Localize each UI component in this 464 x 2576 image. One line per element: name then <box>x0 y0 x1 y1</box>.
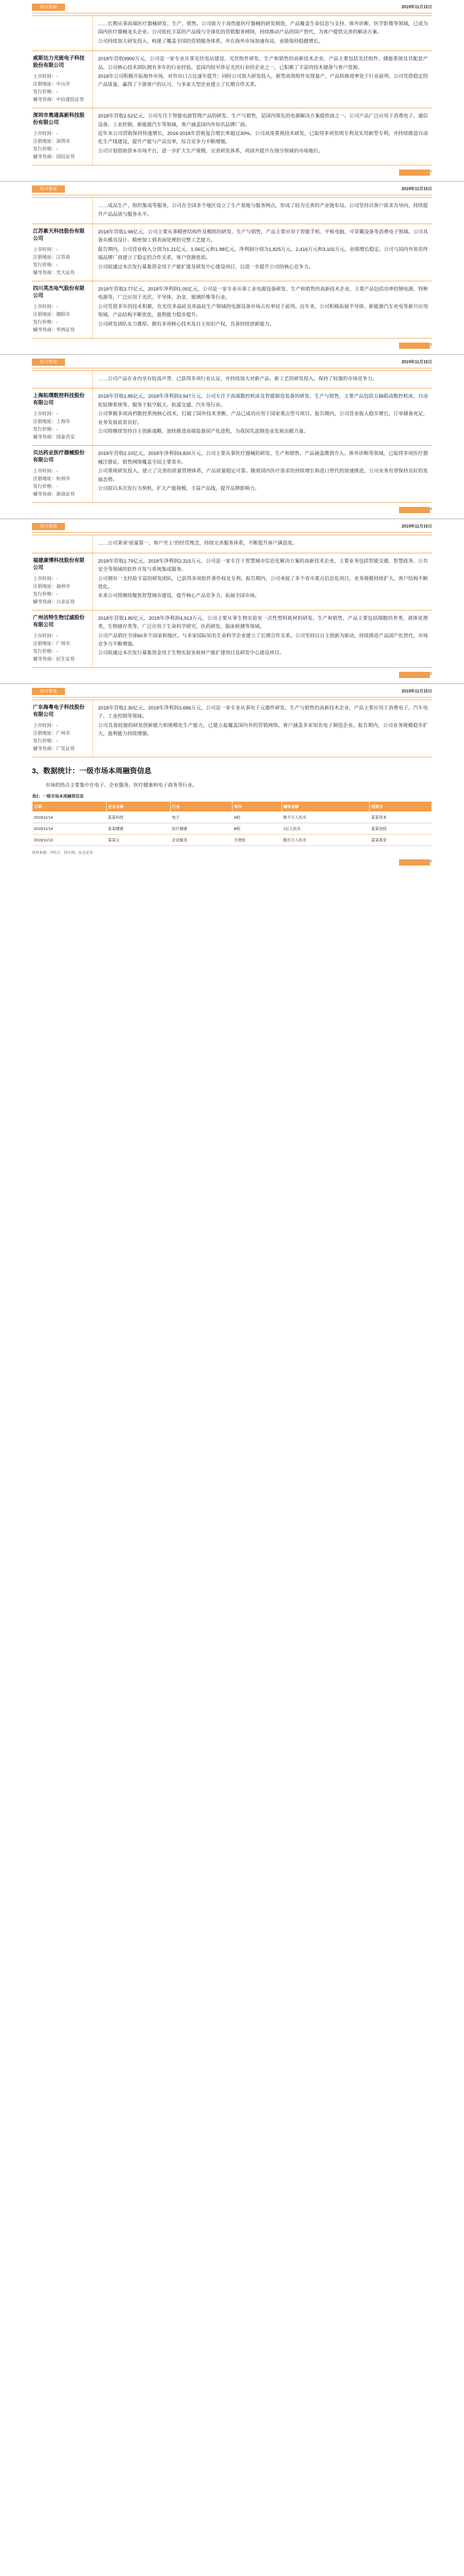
meta-item: 发行价格：- <box>33 591 58 597</box>
description-paragraph: 公司计划借助资本市场平台，进一步扩大生产规模，完善研发体系，巩固并提升在细分领域的市场地位。 <box>98 148 324 154</box>
company-row <box>32 198 432 224</box>
header-date: 2019年11月15日 <box>401 524 432 529</box>
page-footer <box>0 855 464 871</box>
header-date: 2019年11月15日 <box>401 5 432 9</box>
company-description <box>93 51 432 108</box>
column-header: 投资方 <box>370 801 432 811</box>
description-paragraph: 2018年营收1.79亿元，2018年净利润2,315万元，公司是一家专注于智慧城市信息化解决方案的高新技术企业，主要业务包括智能交通、智慧政务、公共安全等领域的软件开发与系统集成服务。 <box>98 558 428 573</box>
column-header: 行业 <box>170 801 233 811</box>
table-row <box>32 823 432 834</box>
meta-item: 注册地址：上海市 <box>33 419 71 425</box>
meta-item: 辅导券商：兴业证券 <box>33 599 75 604</box>
company-name: 福建康博科技股份有限公司 <box>33 557 85 571</box>
page-header <box>0 182 464 197</box>
footer-tag <box>399 672 430 678</box>
company-meta <box>33 303 89 333</box>
meta-item: 注册地址：深圳市 <box>33 139 71 144</box>
meta-item: 上市时间：- <box>33 304 58 310</box>
company-row <box>32 535 432 553</box>
description-paragraph: 2018年公司积极开拓海外市场，对外出口占比逐年提升；同时公司加大研发投入，新型高效组件实现量产，产品转换效率处于行业前列。公司凭借稳定的产品质量，赢得了下游客户的认可，与多家大型企业建立了长期合作关系。 <box>98 74 428 88</box>
meta-item: 上市时间：- <box>33 468 58 474</box>
section-description: 市场的热点主要集中在电子、企业服务、医疗健康和电子商务等行业。 <box>45 782 197 788</box>
page-header <box>0 519 464 535</box>
table-cell: 2019/11/14 <box>32 823 107 834</box>
description-paragraph: ……成品生产、组织集成等服务，公司在全国多个地区设立了生产基地与服务网点，形成了较为完善的产业链布局。公司坚持以客户需求为导向，持续提升产品品质与服务水平。 <box>98 203 428 217</box>
page-number: 5 <box>430 672 432 676</box>
meta-item: 注册地址：广州市 <box>33 640 71 646</box>
page-footer <box>0 668 464 683</box>
company-name: 四川英杰电气股份有限公司 <box>33 286 85 299</box>
company-description <box>93 198 432 224</box>
header-tag: 股市要闻 <box>32 4 65 11</box>
meta-item: 发行价格：- <box>33 648 58 654</box>
company-row <box>32 371 432 388</box>
company-description <box>93 281 432 338</box>
report-page <box>0 518 464 683</box>
company-name: 上海拓璞数控科技股份有限公司 <box>33 393 85 406</box>
page-number: 6 <box>430 859 432 863</box>
company-name: 贝达药业医疗器械股份有限公司 <box>33 450 85 464</box>
company-name: 广东海粤电子科技股份有限公司 <box>33 704 85 718</box>
company-table <box>32 700 432 757</box>
company-description <box>93 553 432 610</box>
company-meta <box>33 467 89 498</box>
table-cell: 天使轮 <box>233 834 281 845</box>
company-meta <box>33 632 89 663</box>
company-row <box>32 446 432 503</box>
company-row <box>32 281 432 338</box>
description-paragraph: 公司拥有一支经验丰富的研发团队，已获得多项软件著作权及专利。报告期内，公司承接了多个省市重点信息化项目，业务规模持续扩大，客户结构不断优化。 <box>98 575 428 590</box>
meta-item: 辅导券商：民生证券 <box>33 656 75 662</box>
table-cell: 1亿人民币 <box>281 823 370 834</box>
company-meta <box>33 722 89 752</box>
company-meta <box>33 246 89 276</box>
table-caption: 表2：一级市场本周融资信息 <box>32 793 84 799</box>
company-info <box>32 388 93 445</box>
table-cell: 某某云 <box>106 834 170 845</box>
company-info <box>32 16 93 50</box>
meta-item: 注册地址：杭州市 <box>33 476 71 482</box>
company-row <box>32 224 432 281</box>
column-header: 融资金额 <box>281 801 370 811</box>
table-cell: 电子 <box>170 811 233 823</box>
company-description <box>93 16 432 50</box>
company-table <box>32 15 432 165</box>
company-meta <box>33 73 89 103</box>
company-row <box>32 51 432 108</box>
header-divider <box>32 697 432 698</box>
description-paragraph: 2018年营收9900万元，公司是一家专业从事光伏电站建设、光伏组件研发、生产和销售的高新技术企业，产品主要包括光伏组件、储能系统及其配套产品。公司核心技术团队拥有多年的行业经验，是国内较早涉足光伏行业的企业之一，已积累了丰富的技术储备与客户资源。 <box>98 56 428 71</box>
company-row <box>32 553 432 611</box>
page-footer <box>0 338 464 354</box>
company-info <box>32 371 93 388</box>
company-description <box>93 371 432 388</box>
company-description <box>93 535 432 552</box>
column-header: 轮次 <box>233 801 281 811</box>
company-info <box>32 224 93 281</box>
description-paragraph: 公司具备较强的研发创新能力和规模化生产能力，已建立起覆盖国内外的营销网络，客户涵盖多家知名电子制造企业。报告期内，公司业务规模稳步扩大，盈利能力持续增强。 <box>98 722 428 737</box>
meta-item: 注册地址：福州市 <box>33 583 71 589</box>
company-meta <box>33 130 89 160</box>
table-row <box>32 834 432 845</box>
header-date: 2019年11月15日 <box>401 688 432 693</box>
company-info <box>32 611 93 667</box>
company-name: 江苏紫天科技股份有限公司 <box>33 229 85 242</box>
description-paragraph: 2018年营收1.85亿元，2018年净利润3,947万元，公司专注于高端数控机床及智能制造装备的研发、生产与销售，主要产品包括五轴联动数控机床、自动化钻铆系统等，服务于航空航天、轨道交通、汽车等行业。 <box>98 394 428 408</box>
page-number: 2 <box>430 170 432 174</box>
meta-item: 上市时间：- <box>33 131 58 137</box>
company-info <box>32 51 93 108</box>
meta-item: 辅导券商：国泰君安 <box>33 434 75 440</box>
company-row <box>32 611 432 668</box>
header-date: 2019年11月15日 <box>401 360 432 365</box>
company-row <box>32 108 432 165</box>
table-cell: 某某资本 <box>370 811 432 823</box>
company-description <box>93 108 432 165</box>
footer-tag <box>399 859 430 866</box>
page-footer <box>0 165 464 181</box>
table-cell: 某某科技 <box>106 811 170 823</box>
description-paragraph: 未来公司将继续聚焦智慧城市建设，提升核心产品竞争力，拓展全国市场。 <box>98 593 260 599</box>
description-paragraph: 公司掌握多项高档数控系统核心技术，打破了国外技术垄断，产品已成功应用于国家重点型号项目。报告期内，公司营业收入稳步增长，订单储备充足，业务发展前景良好。 <box>98 411 428 426</box>
company-description <box>93 611 432 667</box>
header-tag: 股市要闻 <box>32 523 65 530</box>
table-cell: 医疗健康 <box>170 823 233 834</box>
company-description <box>93 446 432 502</box>
report-page <box>0 354 464 518</box>
company-info <box>32 700 93 757</box>
company-name: 威斯达力光能电子科技股份有限公司 <box>33 56 85 69</box>
meta-item: 辅导券商：浙商证券 <box>33 492 75 497</box>
company-row <box>32 388 432 446</box>
description-paragraph: 公司将继续坚持自主创新战略，加快推进高端装备国产化进程，为我国先进制造业发展贡献力量。 <box>98 429 309 435</box>
description-paragraph: ……长期从事高端医疗器械研发、生产、销售。公司致力于高性能医疗器械的研发制造，产品覆盖生命信息与支持、体外诊断、医学影像等领域，已成为国内医疗器械龙头企业。公司依托丰富的产品线与全球化的营销服务网络，持续推动产品的国产替代，为客户提供完善的解决方案。 <box>98 21 428 36</box>
company-info <box>32 108 93 165</box>
meta-item: 上市时间：- <box>33 411 58 417</box>
report-page <box>0 683 464 871</box>
meta-item: 辅导券商：华西证券 <box>33 327 75 333</box>
table-cell: B轮 <box>233 823 281 834</box>
meta-item: 注册地址：江苏省 <box>33 255 71 260</box>
funding-table <box>32 801 432 846</box>
header-divider <box>32 532 432 533</box>
meta-item: 发行价格：- <box>33 738 58 743</box>
company-row <box>32 16 432 51</box>
header-date: 2019年11月15日 <box>401 187 432 192</box>
company-description <box>93 224 432 281</box>
company-meta <box>33 410 89 440</box>
table-cell: 企业服务 <box>170 834 233 845</box>
company-name: 深圳市奥通高新科技股份有限公司 <box>33 113 85 126</box>
table-cell: 数百万人民币 <box>281 834 370 845</box>
page-footer <box>0 503 464 518</box>
description-paragraph: 2018年营收1.98亿元，公司主要从事精密结构件及模组的研发、生产与销售，产品主要应用于智能手机、平板电脑、可穿戴设备等消费电子领域。公司具备从模具设计、精密加工到表面处理的完整工艺能力。 <box>98 229 428 244</box>
table-cell: 数千万人民币 <box>281 811 370 823</box>
description-paragraph: 近年来公司营收保持快速增长，2016-2018年营收复合增长率超过30%。公司高度重视技术研发，已取得多项发明专利及实用新型专利，并持续推进自动化生产线建设，提升产能与产品良率，综合竞争力不断增强。 <box>98 131 428 145</box>
table-cell: 2019/11/14 <box>32 811 107 823</box>
meta-item: 发行价格：- <box>33 319 58 325</box>
meta-item: 注册地址：德阳市 <box>33 312 71 317</box>
column-header: 日期 <box>32 801 107 811</box>
meta-item: 上市时间：- <box>33 74 58 79</box>
meta-item: 发行价格：- <box>33 146 58 152</box>
footer-tag <box>399 507 430 513</box>
description-paragraph: 2018年营收2.10亿元，2018年净利润4,820万元，公司主要从事医疗器械的研发、生产和销售，产品涵盖微创介入、体外诊断等领域，已取得多项医疗器械注册证，销售网络覆盖全国主要省市。 <box>98 451 428 465</box>
meta-item: 辅导券商：国信证券 <box>33 154 75 160</box>
company-info <box>32 281 93 338</box>
company-name: 广州洁特生物过滤股份有限公司 <box>33 615 85 628</box>
page-number: 4 <box>430 507 432 512</box>
company-table <box>32 197 432 338</box>
report-page <box>0 181 464 354</box>
description-paragraph: 报告期内，公司营业收入分别为1.21亿元、1.56亿元和1.98亿元，净利润分别为1,825万元、2,416万元和3,102万元，业绩增长稳定。公司与国内外知名终端品牌厂商建立了稳定的合作关系，客户资源优质。 <box>98 246 428 261</box>
meta-item: 上市时间：- <box>33 575 58 581</box>
section-title: 3、数据统计：一级市场本周融资信息 <box>32 766 152 775</box>
description-paragraph: 公司产品销往全球60多个国家和地区，与多家国际知名生命科学企业建立了长期合作关系。公司坚持以自主创新为驱动，持续推进产品国产化替代，市场竞争力不断增强。 <box>98 633 428 648</box>
company-info <box>32 446 93 502</box>
description-paragraph: ……公司产品在业内享有较高声誉，已获得多项行业认证，并持续加大对新产品、新工艺的研发投入，保持了较强的市场竞争力。 <box>98 376 377 382</box>
company-table <box>32 535 432 667</box>
meta-item: 注册地址：中山市 <box>33 81 71 87</box>
meta-item: 发行价格：- <box>33 262 58 268</box>
description-paragraph: 公司凭借多年的技术积累，在光伏多晶硅及单晶硅生产领域的电源设备市场占有率居于前列。近年来，公司积极拓展半导体、新能源汽车充电等新兴应用领域，产品结构不断优化，盈利能力稳步提升。 <box>98 303 428 318</box>
header-tag: 股市要闻 <box>32 688 65 695</box>
meta-item: 上市时间：- <box>33 722 58 728</box>
description-paragraph: 公司拟通过本次发行募集资金用于产能扩建及研发中心建设项目，以进一步提升公司的核心竞争力。 <box>98 264 314 270</box>
company-info <box>32 198 93 224</box>
description-paragraph: 公司重视研发投入，建立了完善的质量管理体系，产品质量稳定可靠。随着国内医疗需求的持续增长和进口替代的加速推进，公司业务有望保持良好的发展态势。 <box>98 468 428 483</box>
page-number: 3 <box>430 343 432 347</box>
table-cell: 2019/11/13 <box>32 834 107 845</box>
description-paragraph: 2018年营收2.52亿元，公司专注于智能电源管理产品的研发、生产与销售，是国内领先的电源解决方案提供商之一。公司产品广泛应用于消费电子、通信设备、工业控制、新能源汽车等领域，客户涵盖国内外知名品牌厂商。 <box>98 113 428 128</box>
description-paragraph: 2018年营收2.30亿元，2018年净利润3,686万元，公司是一家专业从事电子元器件研发、生产与销售的高新技术企业，产品主要应用于消费电子、汽车电子、工业控制等领域。 <box>98 705 428 720</box>
meta-item: 发行价格：- <box>33 427 58 432</box>
column-header: 企业名称 <box>106 801 170 811</box>
header-tag: 股市要闻 <box>32 359 65 366</box>
company-table <box>32 370 432 503</box>
meta-item: 发行价格：- <box>33 484 58 489</box>
company-description <box>93 388 432 445</box>
meta-item: 注册地址：广州市 <box>33 730 71 736</box>
footer-tag <box>399 170 430 176</box>
description-paragraph: 公司拟通过本次发行募集资金用于生物实验室耗材产能扩建项目及研发中心建设项目。 <box>98 650 285 656</box>
table-header-row <box>32 801 432 811</box>
page-header <box>0 355 464 370</box>
table-row <box>32 811 432 823</box>
table-cell: A轮 <box>233 811 281 823</box>
table-source: 资料来源：IT桔子、投中网、东北证券 <box>32 851 93 855</box>
description-paragraph: 公司持续加大研发投入，构建了覆盖全国的营销服务体系，并在海外市场加速布局，业绩保持稳健增长。 <box>98 38 324 44</box>
document <box>0 0 464 871</box>
meta-item: 发行价格：- <box>33 89 58 95</box>
company-info <box>32 535 93 552</box>
description-paragraph: 2018年营收3.77亿元，2018年净利润1.05亿元，公司是一家专业从事工业电源设备研发、生产和销售的高新技术企业，主要产品包括功率控制电源、特种电源等，广泛应用于光伏、半导体、冶金、玻璃纤维等行业。 <box>98 286 428 301</box>
table-cell: 某某基金 <box>370 834 432 845</box>
page-header <box>0 684 464 700</box>
company-info <box>32 553 93 610</box>
page-header <box>0 0 464 15</box>
company-meta <box>33 575 89 605</box>
description-paragraph: ……公司秉承“质量第一、客户至上”的经营理念，持续完善服务体系，不断提升客户满意度。 <box>98 540 297 547</box>
company-description <box>93 700 432 757</box>
company-row <box>32 700 432 757</box>
meta-item: 辅导券商：广发证券 <box>33 745 75 751</box>
report-page <box>0 0 464 181</box>
footer-tag <box>399 343 430 349</box>
table-cell: 某某健康 <box>106 823 170 834</box>
description-paragraph: 2018年营收1.80亿元，2018年净利润4,913万元，公司主要从事生物实验室一次性塑料耗材的研发、生产和销售，产品主要包括细胞培养类、液体处理类、生物储存类等，广泛应用于生命科学研究、医药研发、临床检测等领域。 <box>98 615 428 630</box>
meta-item: 上市时间：- <box>33 247 58 252</box>
description-paragraph: 公司拟以本次发行为契机，扩大产能规模，丰富产品线，提升品牌影响力。 <box>98 486 260 492</box>
meta-item: 上市时间：- <box>33 633 58 638</box>
table-cell: 某某创投 <box>370 823 432 834</box>
meta-item: 辅导券商：光大证券 <box>33 270 75 276</box>
description-paragraph: 公司研发团队实力雄厚，拥有多项核心技术及自主知识产权，具备持续创新能力。 <box>98 321 275 327</box>
meta-item: 辅导券商：中信建投证券 <box>33 97 85 103</box>
header-tag: 股市要闻 <box>32 185 65 193</box>
